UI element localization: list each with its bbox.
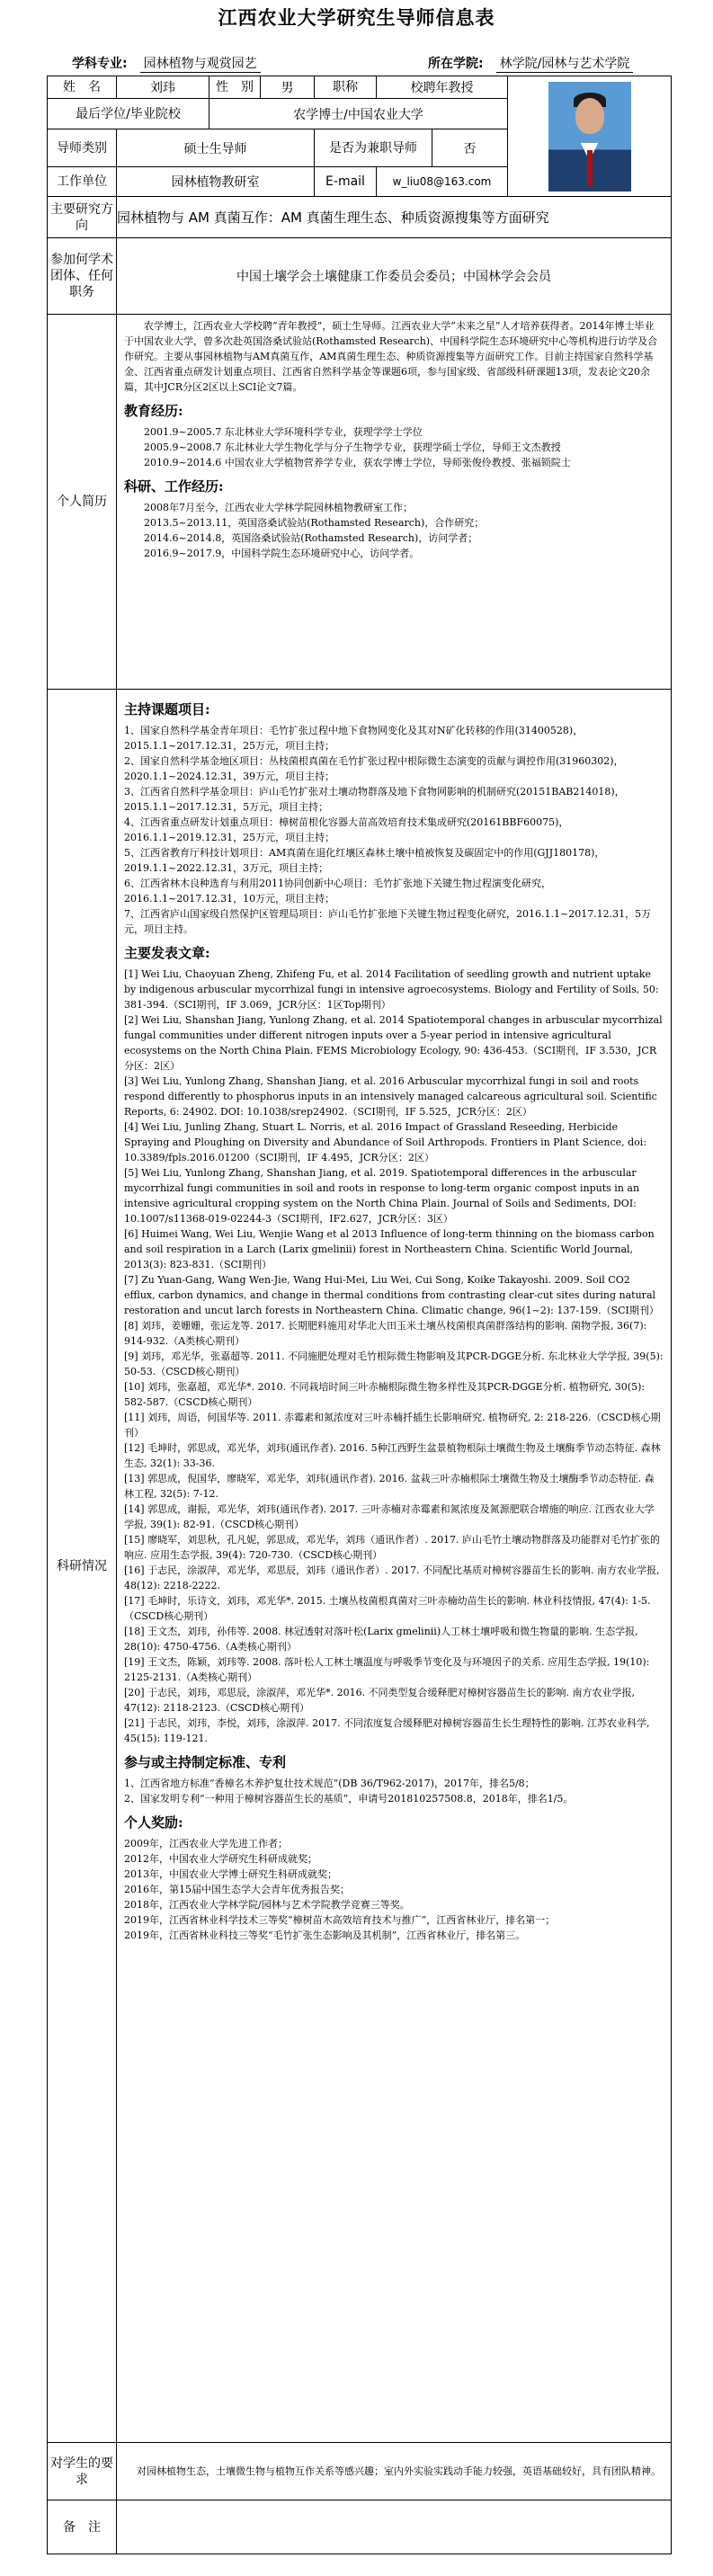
education-heading: 教育经历: <box>124 403 183 419</box>
paper-item: [16] 于志民，涂淑萍，邓光华，邓思辰，刘玮（通讯作者）. 2017. 不同配比基质对樟树容器苗生长的影响. 南方农业学报, 48(12): 2218-2222. <box>124 1564 660 1591</box>
paper-item: [1] Wei Liu, Chaoyuan Zheng, Zhifeng Fu, et al. 2014 Facilitation of seedling growth and nutrient uptake by indigenous arbuscular mycorrhizal fungi in intensive agroecosystems. Biology and Fertility of Soils, 50: 381-394.（SCI期刊，IF 3.069，JCR分区：1区Top期刊） <box>124 968 659 1011</box>
standard-item: 1、江西省地方标准“香樟名木养护复壮技术规范”(DB 36/T962-2017)，2017年，排名5/8； <box>124 1778 535 1789</box>
rank-label: 职称 <box>315 76 377 99</box>
education-item: 2001.9~2005.7 东北林业大学环境科学专业，获理学学士学位 <box>144 426 423 438</box>
project-item: 7、江西省庐山国家级自然保护区管理局项目：庐山毛竹扩张地下关键生物过程变化研究，2016.1.1~2017.12.31，5万元，项目主持。 <box>124 908 652 935</box>
paper-item: [11] 刘玮，周语，何国华等. 2011. 赤霉素和氮浓度对三叶赤楠扦插生长影响研究. 植物研究, 2: 218-226.（CSCD核心期刊） <box>124 1412 661 1439</box>
sex-label: 性 别 <box>209 76 261 99</box>
research-label: 科研情况 <box>48 690 117 2443</box>
project-item: 4、江西省重点研发计划重点项目：樟树苗根化容器大苗高效培育技术集成研究(20161BBF60075)，2016.1.1~2019.12.31，25万元，项目主持； <box>124 816 569 843</box>
award-item: 2012年，中国农业大学研究生科研成就奖； <box>124 1853 317 1865</box>
award-item: 2018年，江西农业大学林学院/园林与艺术学院教学竞赛三等奖。 <box>124 1899 410 1911</box>
degree-value: 农学博士/中国农业大学 <box>209 99 508 129</box>
paper-item: [2] Wei Liu, Shanshan Jiang, Yunlong Zhang, et al. 2014 Spatiotemporal changes in arbuscular mycorrhizal fungal communities under different nitrogen inputs over a 5-year period in intensive agricultural ecosystems on the North China Plain. FEMS Microbiology Ecology, 90: 436-453.（SCI期刊，IF 3.530，JCR分区：2区） <box>124 1014 663 1072</box>
parttime-value: 否 <box>432 129 508 167</box>
paper-item: [12] 毛坤时，郭思成，邓光华，刘玮(通讯作者). 2016. 5种江西野生盆景植物根际土壤微生物及土壤酶季节动态特征. 森林生态, 32(1): 33-36. <box>124 1442 661 1469</box>
award-item: 2013年，中国农业大学博士研究生科研成就奖； <box>124 1868 337 1880</box>
standards-heading: 参与或主持制定标准、专利 <box>124 1754 287 1770</box>
paper-item: [21] 于志民，刘玮，李悦，刘玮，涂淑萍. 2017. 不同浓度复合缓释肥对樟树容器苗生长生理特性的影响. 江苏农业科学, 45(15): 119-121. <box>124 1717 650 1744</box>
award-item: 2009年，江西农业大学先进工作者； <box>124 1838 288 1850</box>
name-label: 姓 名 <box>48 76 117 99</box>
work-item: 2008年7月至今，江西农业大学林学院园林植物教研室工作； <box>144 502 413 513</box>
paper-item: [3] Wei Liu, Yunlong Zhang, Shanshan Jiang, et al. 2016 Arbuscular mycorrhizal fungi in soil and roots respond differently to phosphorus inputs in an intensively managed calcareous agricultural soil. Scientific Reports, 6: 24902. DOI: 10.1038/srep24902.（SCI期刊，IF 5.525，JCR分区：2区） <box>124 1075 657 1118</box>
work-heading: 科研、工作经历: <box>124 478 224 495</box>
award-item: 2019年，江西省林业科技三等奖“毛竹扩张生态影响及其机制”，江西省林业厅，排名第三。 <box>124 1930 526 1941</box>
academic-society-value: 中国土壤学会土壤健康工作委员会委员；中国林学会会员 <box>117 238 672 315</box>
paper-item: [18] 王文杰，刘玮，孙伟等. 2008. 林冠透射对落叶松(Larix gmelinii)人工林土壤呼吸和微生物量的影响. 生态学报, 28(10): 4750-4756.（A类核心期刊） <box>124 1626 638 1653</box>
research-direction-value: 园林植物与 AM 真菌互作：AM 真菌生理生态、种质资源搜集等方面研究 <box>117 197 672 238</box>
paper-item: [17] 毛坤时，乐诗文，刘玮，邓光华*. 2015. 土壤丛枝菌根真菌对三叶赤楠幼苗生长的影响. 林业科技情报, 47(4): 1-5.（CSCD核心期刊） <box>124 1595 651 1622</box>
name-value: 刘玮 <box>117 76 209 99</box>
project-item: 3、江西省自然科学基金项目：庐山毛竹扩张对土壤动物群落及地下食物网影响的机制研究(20151BAB214018)，2015.1.1~2017.12.31，5万元，项目主持； <box>124 786 625 813</box>
award-item: 2019年，江西省林业科学技术三等奖“樟树苗木高效培育技术与推广”，江西省林业厅，排名第一； <box>124 1914 556 1926</box>
paper-item: [9] 刘玮，邓光华，张嘉超等. 2011. 不同施肥处理对毛竹根际微生物影响及其PCR-DGGE分析. 东北林业大学学报, 39(5): 50-53.（CSCD核心期刊） <box>124 1350 664 1377</box>
portrait-photo <box>548 82 631 192</box>
education-item: 2005.9~2008.7 东北林业大学生物化学与分子生物学专业，获理学硕士学位，导师王文杰教授 <box>144 441 561 453</box>
remarks-label: 备 注 <box>48 2500 117 2554</box>
paper-item: [13] 郭思成，倪国华，廖晓军，邓光华，刘玮(通讯作者). 2016. 盆栽三叶赤楠根际土壤微生物及土壤酶季节动态特征. 森林工程, 32(5): 7-12. <box>124 1473 655 1500</box>
workplace-value: 园林植物教研室 <box>117 167 315 197</box>
photo-cell <box>508 76 672 197</box>
research-direction-label: 主要研究方向 <box>48 197 117 238</box>
discipline <box>72 54 261 73</box>
discipline-value: 园林植物与观赏园艺 <box>140 54 261 73</box>
parttime-label: 是否为兼职导师 <box>315 129 432 167</box>
paper-item: [20] 于志民，刘玮，邓思辰，涂淑萍，邓光华*. 2016. 不同类型复合缓释肥对樟树容器苗生长的影响. 南方农业学报, 47(12): 2118-2123.（CSCD核心期刊） <box>124 1687 636 1714</box>
project-item: 1、国家自然科学基金青年项目：毛竹扩张过程中地下食物网变化及其对N矿化转移的作用(31400528)，2015.1.1~2017.12.31，25万元，项目主持； <box>124 725 584 752</box>
projects-heading: 主持课题项目: <box>124 701 210 718</box>
bio-label: 个人简历 <box>48 315 117 690</box>
college <box>428 54 633 73</box>
paper-item: [19] 王文杰，陈颖，刘玮等. 2008. 落叶松人工林土壤温度与呼吸季节变化及与环境因子的关系. 应用生态学报, 19(10): 2125-2131.（A类核心期刊） <box>124 1656 650 1683</box>
rank-value: 校聘年教授 <box>377 76 508 99</box>
info-table <box>47 76 672 2554</box>
project-item: 5、江西省教育厅科技计划项目：AM真菌在退化红壤区森林土壤中植被恢复及碳固定中的作用(GJJ180178)，2019.1.1~2022.12.31，3万元，项目主持； <box>124 847 605 874</box>
project-item: 6、江西省林木良种选育与利用2011协同创新中心项目：毛竹扩张地下关键生物过程演变化研究，2016.1.1~2017.12.31，10万元，项目主持； <box>124 878 551 905</box>
requirements-value: 对园林植物生态，土壤微生物与植物互作关系等感兴趣；室内外实验实践动手能力较强，英语基础较好，具有团队精神。 <box>117 2443 672 2500</box>
paper-item: [7] Zu Yuan-Gang, Wang Wen-Jie, Wang Hui-Mei, Liu Wei, Cui Song, Koike Takayoshi. 2009. Soil CO2 efflux, carbon dynamics, and change in thermal conditions from contrasting clear-cut sites during natural restoration and uncut larch forests in Northeastern China. Climatic change, 96(1~2): 137-159.（SCI期刊） <box>124 1274 659 1316</box>
college-label: 所在学院: <box>428 57 484 71</box>
education-item: 2010.9~2014.6 中国农业大学植物营养学专业，获农学博士学位，导师张俊伶教授、张福锁院士 <box>144 457 571 468</box>
paper-item: [8] 刘玮，姜姗姗，张运龙等. 2017. 长期肥料施用对华北大田玉米土壤丛枝菌根真菌群落结构的影响. 菌物学报, 36(7): 914-932.（A类核心期刊） <box>124 1320 647 1347</box>
sex-value: 男 <box>261 76 315 99</box>
discipline-label: 学科专业: <box>72 57 128 71</box>
work-item: 2013.5~2013.11，英国洛桑试验站(Rothamsted Research)，合作研究； <box>144 517 485 529</box>
academic-society-label: 参加何学术团体、任何职务 <box>48 238 117 315</box>
paper-item: [14] 郭思成，谢振，邓光华，刘玮(通讯作者). 2017. 三叶赤楠对赤霉素和氮浓度及氮源肥联合增施的响应. 江西农业大学学报, 39(1): 82-91.（CSCD核心期刊） <box>124 1503 655 1530</box>
email-value: w_liu08@163.com <box>377 167 508 197</box>
work-item: 2014.6~2014.8，英国洛桑试验站(Rothamsted Research)，访问学者； <box>144 532 478 544</box>
requirements-label: 对学生的要求 <box>48 2443 117 2500</box>
research-section <box>117 690 672 2443</box>
paper-item: [15] 廖晓军，刘思秋，孔凡妮，郭思成，邓光华，刘玮（通讯作者）. 2017. 庐山毛竹土壤动物群落及功能群对毛竹扩张的响应. 应用生态学报, 39(4): 720-730.（CSCD核心期刊） <box>124 1534 661 1561</box>
papers-heading: 主要发表文章: <box>124 945 210 961</box>
remarks-value <box>117 2500 672 2554</box>
paper-item: [6] Huimei Wang, Wei Liu, Wenjie Wang et al 2013 Influence of long-term thinning on the biomass carbon and soil respiration in a Larch (Larix gmelinii) forest in Northeastern China. Scientific World Journal, 2013(3): 823-831.（SCI期刊） <box>124 1228 655 1270</box>
awards-heading: 个人奖励: <box>124 1814 183 1831</box>
bio-section <box>117 315 672 690</box>
bio-intro: 农学博士，江西农业大学校聘“青年教授”，硕士生导师。江西农业大学“未来之星”人才培养获得者。2014年博士毕业于中国农业大学，曾多次赴英国洛桑试验站(Rothamsted Research)、中国科学院生态环境研究中心等机构进行访学及合作研究。主要从事园林植物与AM真菌互作，AM真菌生理生态、种质资源搜集等方面研究工作。目前主持国家自然科学基金、江西省重点研发计划重点项目、江西省自然科学基金等课题6项，参与国家级、省部级科研课题13项，发表论文20余篇，其中JCR分区2区以上SCI论文7篇。 <box>124 320 658 393</box>
project-item: 2、国家自然科学基金地区项目：丛枝菌根真菌在毛竹扩张过程中根际微生态演变的贡献与调控作用(31960302)，2020.1.1~2024.12.31，39万元，项目主持； <box>124 755 624 782</box>
paper-item: [5] Wei Liu, Yunlong Zhang, Shanshan Jiang, et al. 2019. Spatiotemporal differences in the arbuscular mycorrhizal fungi communities in soil and roots in response to long-term organic compost inputs in an intensive agricultural cropping system on the North China Plain. Journal of Soils and Sediments, DOI: 10.1007/s11368-019-02244-3（SCI期刊，IF2.627，JCR分区：3区） <box>124 1167 640 1225</box>
paper-item: [4] Wei Liu, Junling Zhang, Stuart L. Norris, et al. 2016 Impact of Grassland Reseeding, Herbicide Spraying and Ploughing on Diversity and Abundance of Soil Arthropods. Frontiers in Plant Science, doi: 10.3389/fpls.2016.01200（SCI期刊，IF 4.495，JCR分区：2区） <box>124 1121 647 1163</box>
award-item: 2016年，第15届中国生态学大会青年优秀报告奖； <box>124 1884 350 1895</box>
college-value: 林学院/园林与艺术学院 <box>496 54 634 73</box>
standard-item: 2、国家发明专利“一种用于樟树容器苗生长的基质”，申请号201810257508.8，2018年，排名1/5。 <box>124 1793 574 1805</box>
supervisor-type-label: 导师类别 <box>48 129 117 167</box>
work-item: 2016.9~2017.9，中国科学院生态环境研究中心，访问学者。 <box>144 548 420 559</box>
workplace-label: 工作单位 <box>48 167 117 197</box>
supervisor-type-value: 硕士生导师 <box>117 129 315 167</box>
email-label: E-mail <box>315 167 377 197</box>
degree-label: 最后学位/毕业院校 <box>48 99 209 129</box>
page-title: 江西农业大学研究生导师信息表 <box>218 6 495 29</box>
paper-item: [10] 刘玮，张嘉超，邓光华*. 2010. 不同栽培时间三叶赤楠根际微生物多样性及其PCR-DGGE分析. 植物研究, 30(5): 582-587.（CSCD核心期刊） <box>124 1381 646 1408</box>
